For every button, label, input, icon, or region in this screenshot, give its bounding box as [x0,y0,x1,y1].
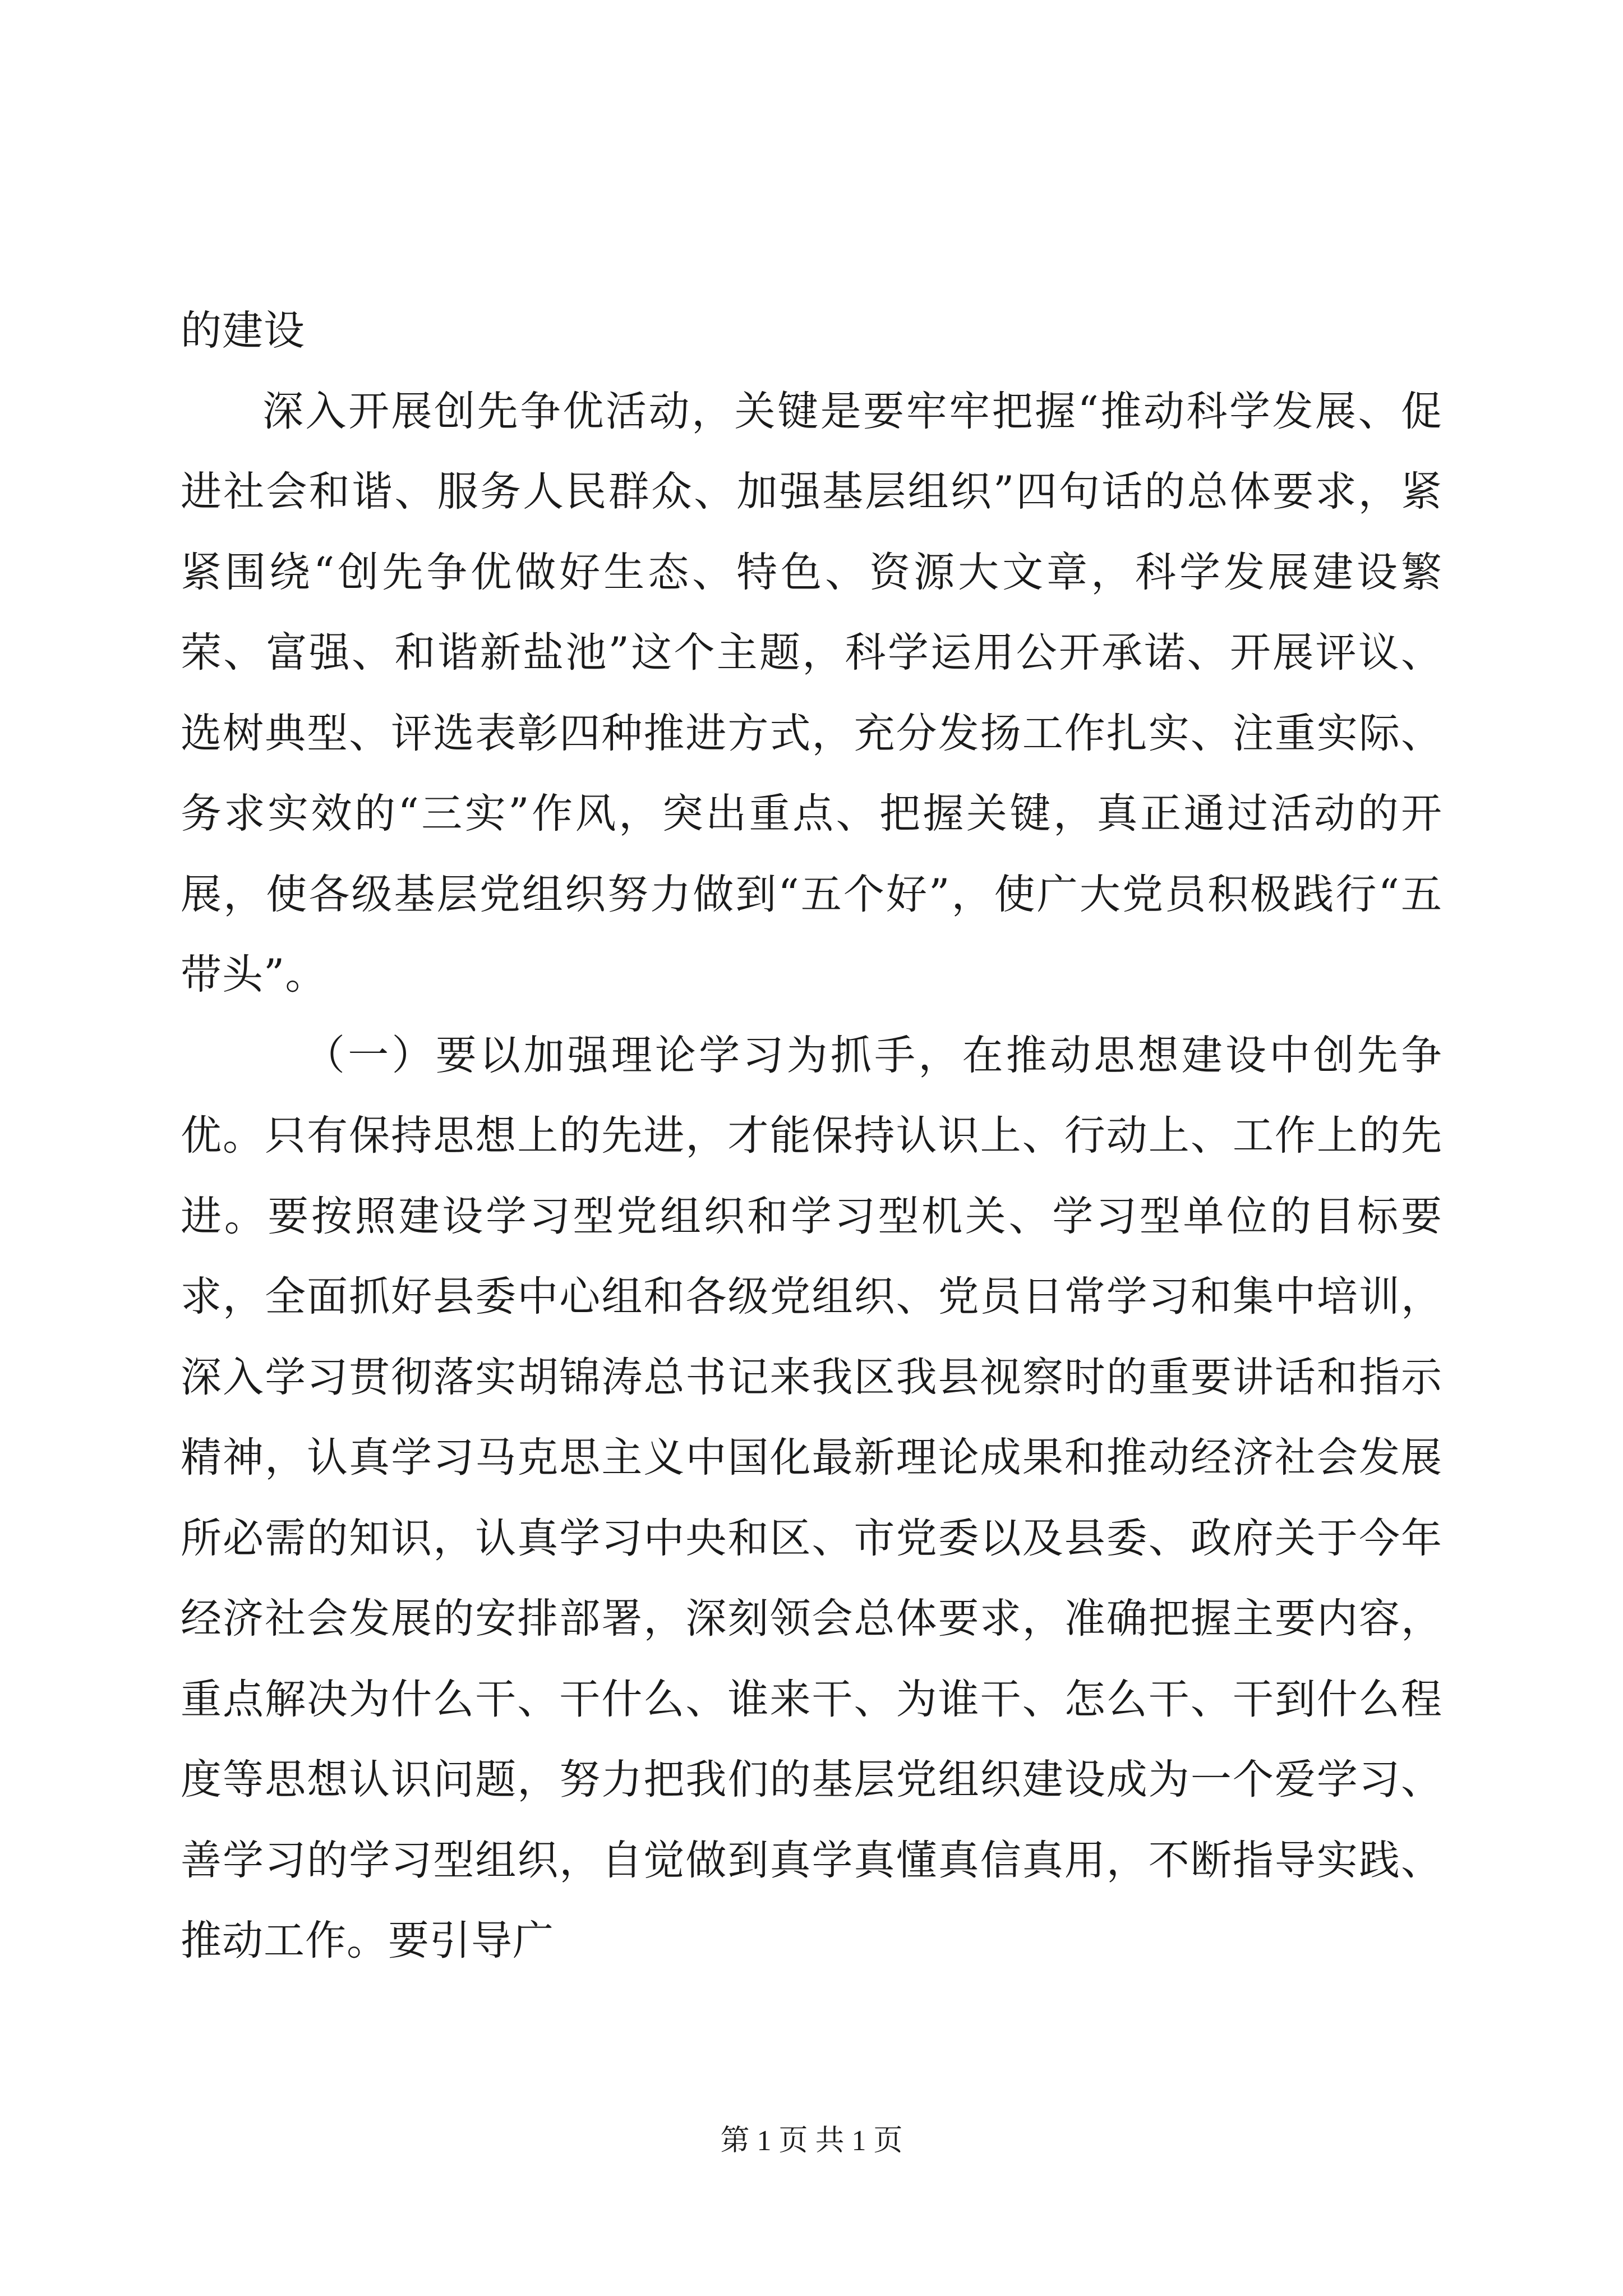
document-body [181,291,1442,1981]
page-footer: 第 1 页 共 1 页 [720,2125,903,2157]
paragraph-continuation: 的建设 [181,307,305,355]
paragraph-section-1: （一）要以加强理论学习为抓手，在推动思想建设中创先争优。只有保持思想上的先进，才能保持认识上、行动上、工作上的先进。要按照建设学习型党组织和学习型机关、学习型单位的目标要求，全面抓好县委中心组和各级党组织、党员日常学习和集中培训，深入学习贯彻落实胡锦涛总书记来我区我县视察时的重要讲话和指示精神，认真学习马克思主义中国化最新理论成果和推动经济社会发展所必需的知识，认真学习中央和区、市党委以及县委、政府关于今年经济社会发展的安排部署，深刻领会总体要求，准确把握主要内容，重点解决为什么干、干什么、谁来干、为谁干、怎么干、干到什么程度等思想认识问题，努力把我们的基层党组织建设成为一个爱学习、善学习的学习型组织，自觉做到真学真懂真信真用，不断指导实践、推动工作。要引导广 [181,1031,1442,1964]
paragraph-main: 深入开展创先争优活动，关键是要牢牢把握“推动科学发展、促进社会和谐、服务人民群众、加强基层组织”四句话的总体要求，紧紧围绕“创先争优做好生态、特色、资源大文章，科学发展建设繁荣、富强、和谐新盐池”这个主题，科学运用公开承诺、开展评议、选树典型、评选表彰四种推进方式，充分发扬工作扎实、注重实际、务求实效的“三实”作风，突出重点、把握关键，真正通过活动的开展，使各级基层党组织努力做到“五个好”，使广大党员积极践行“五带头”。 [181,387,1442,999]
